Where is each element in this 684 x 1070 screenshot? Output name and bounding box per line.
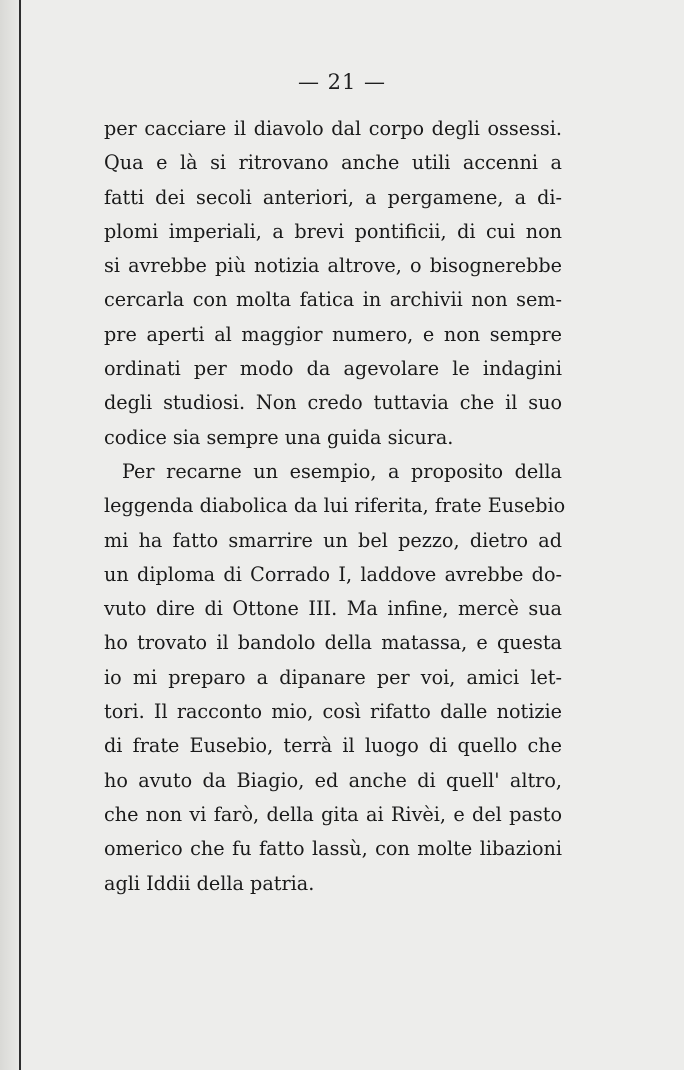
text-line: che non vi farò, della gita ai Rivèi, e del pasto [104, 802, 562, 826]
text-line: ho avuto da Biagio, ed anche di quell' altro, [104, 768, 562, 792]
text-line: io mi preparo a dipanare per voi, amici let- [104, 665, 562, 689]
text-line: degli studiosi. Non credo tuttavia che il suo [104, 391, 562, 415]
text-line: ordinati per modo da agevolare le indagini [104, 357, 562, 381]
text-line: plomi imperiali, a brevi pontificii, di cui non [104, 219, 562, 243]
body-text [104, 112, 566, 901]
text-line: mi ha fatto smarrire un bel pezzo, dietro ad [104, 528, 562, 552]
text-line: tori. Il racconto mio, così rifatto dalle notizie [104, 700, 562, 724]
text-line: per cacciare il diavolo dal corpo degli ossessi. [104, 117, 562, 140]
text-line: un diploma di Corrado I, laddove avrebbe do- [104, 562, 562, 586]
text-line: pre aperti al maggior numero, e non sempre [104, 322, 562, 346]
text-line: si avrebbe più notizia altrove, o bisognerebbe [104, 254, 562, 278]
text-line: di frate Eusebio, terrà il luogo di quello che [104, 734, 562, 758]
paragraph-last-line: agli Iddii della patria. [104, 871, 315, 895]
text-line: Qua e là si ritrovano anche utili accenni a [104, 151, 562, 175]
page-number: — 21 — [297, 70, 387, 94]
text-line: leggenda diabolica da lui riferita, frate Eusebio [104, 494, 566, 518]
text-line: vuto dire di Ottone III. Ma infine, mercè sua [104, 597, 562, 621]
paragraph-last-line: codice sia sempre una guida sicura. [104, 425, 454, 449]
text-line: cercarla con molta fatica in archivii non sem- [104, 288, 562, 312]
text-line: fatti dei secoli anteriori, a pergamene, a di- [104, 185, 562, 209]
binding-line [19, 0, 21, 1070]
paragraph-first-line: Per recarne un esempio, a proposito della [122, 459, 562, 483]
text-line: omerico che fu fatto lassù, con molte libazioni [104, 837, 562, 861]
text-line: ho trovato il bandolo della matassa, e questa [104, 631, 562, 655]
